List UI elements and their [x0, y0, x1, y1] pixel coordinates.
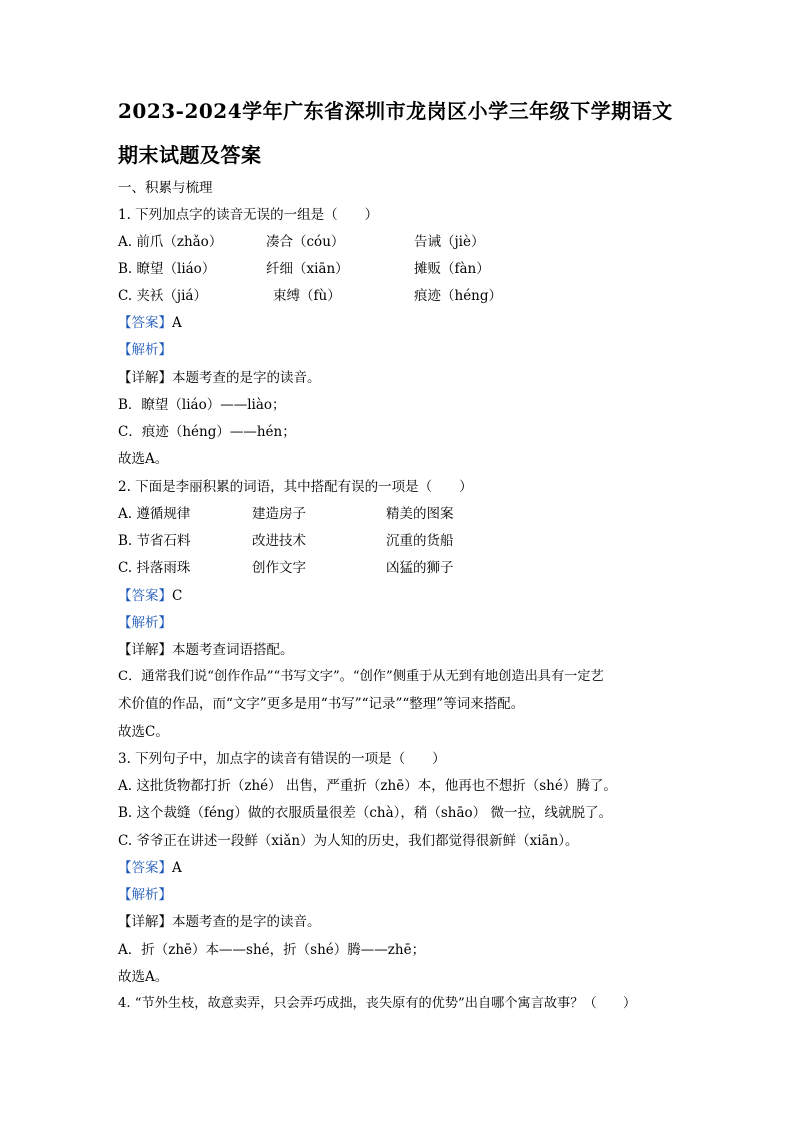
- q2-explanation-2: 术价值的作品，而“文字”更多是用“书写”“记录”“整理”等词来搭配。: [118, 696, 525, 712]
- detail-tag: 【详解】: [118, 914, 172, 930]
- q2-option-a3: 精美的图案: [386, 506, 454, 522]
- q1-explanation-2: C．痕迹（héng）——hén；: [118, 424, 296, 440]
- q3-analysis: [118, 885, 172, 905]
- q1-option-c2: 束缚（fù）: [273, 288, 341, 304]
- document-title-line-2: 期末试题及答案: [118, 143, 262, 167]
- q4-stem: 4. “节外生枝，故意卖弄，只会弄巧成拙，丧失原有的优势”出自哪个寓言故事？（ ）: [118, 996, 637, 1011]
- document-title-line-1: 2023-2024学年广东省深圳市龙岗区小学三年级下学期语文: [118, 99, 673, 123]
- detail-tag: 【详解】: [118, 642, 172, 658]
- q3-explanation-1: A．折（zhē）本——shé，折（shé）腾——zhē；: [118, 942, 426, 958]
- detail-tag: 【详解】: [118, 370, 172, 386]
- q3-option-c: C. 爷爷正在讲述一段鲜（xiǎn）为人知的历史，我们都觉得很新鲜（xiān）。: [118, 833, 579, 849]
- q2-analysis: [118, 613, 172, 633]
- q2-option-b2: 改进技术: [252, 533, 306, 549]
- q1-stem: 1. 下列加点字的读音无误的一组是（ ）: [118, 207, 379, 223]
- q2-answer: [118, 586, 182, 606]
- analysis-tag: 【解析】: [118, 615, 172, 631]
- q2-detail-text: 本题考查词语搭配。: [172, 642, 294, 658]
- answer-tag: 【答案】: [118, 860, 172, 876]
- q1-analysis: [118, 340, 172, 360]
- q3-stem: 3. 下列句子中，加点字的读音有错误的一项是（ ）: [118, 751, 446, 767]
- q1-option-a3: 告诫（jiè）: [414, 234, 485, 250]
- q2-option-a2: 建造房子: [252, 506, 306, 522]
- q1-option-a2: 凑合（cóu）: [266, 234, 345, 250]
- q1-option-a1: A. 前爪（zhǎo）: [118, 234, 223, 250]
- q3-detail-text: 本题考查的是字的读音。: [172, 914, 321, 930]
- q2-answer-value: C: [172, 588, 183, 604]
- q2-conclusion: 故选C。: [118, 724, 169, 740]
- q2-detail: [118, 640, 294, 660]
- q3-option-b: B. 这个裁缝（féng）做的衣服质量很差（chà），稍（shāo） 微一拉，线就脱了。: [118, 805, 612, 821]
- q3-answer-value: A: [172, 860, 182, 876]
- q1-option-b3: 摊贩（fàn）: [414, 261, 490, 277]
- analysis-tag: 【解析】: [118, 342, 172, 358]
- q1-option-b2: 纤细（xiān）: [266, 261, 349, 277]
- q2-option-b3: 沉重的货船: [386, 533, 454, 549]
- q2-option-a1: A. 遵循规律: [118, 506, 191, 522]
- q1-detail-text: 本题考查的是字的读音。: [172, 370, 321, 386]
- q2-option-c3: 凶猛的狮子: [386, 560, 454, 576]
- q1-detail: [118, 368, 321, 388]
- q3-option-a: A. 这批货物都打折（zhé） 出售，严重折（zhē）本，他再也不想折（shé）腾了。: [118, 778, 617, 794]
- answer-tag: 【答案】: [118, 588, 172, 604]
- q2-option-c1: C. 抖落雨珠: [118, 560, 191, 576]
- q1-answer: [118, 313, 182, 333]
- analysis-tag: 【解析】: [118, 887, 172, 903]
- answer-tag: 【答案】: [118, 315, 172, 331]
- q3-detail: [118, 912, 321, 932]
- q3-conclusion: 故选A。: [118, 969, 169, 985]
- q1-explanation-1: B．瞭望（liáo）——liào；: [118, 397, 286, 413]
- q1-option-b1: B. 瞭望（liáo）: [118, 261, 216, 277]
- q3-answer: [118, 858, 182, 878]
- q2-stem: 2. 下面是李丽积累的词语，其中搭配有误的一项是（ ）: [118, 479, 473, 495]
- q2-option-c2: 创作文字: [252, 560, 306, 576]
- q2-option-b1: B. 节省石料: [118, 533, 191, 549]
- q2-explanation-1: C．通常我们说“创作作品”“书写文字”。“创作”侧重于从无到有地创造出具有一定艺: [118, 669, 604, 684]
- section-heading: 一、积累与梳理: [118, 180, 213, 196]
- q1-conclusion: 故选A。: [118, 451, 169, 467]
- q1-option-c1: C. 夹袄（jiá）: [118, 288, 207, 304]
- q1-answer-value: A: [172, 315, 182, 331]
- q1-option-c3: 痕迹（héng）: [414, 288, 503, 304]
